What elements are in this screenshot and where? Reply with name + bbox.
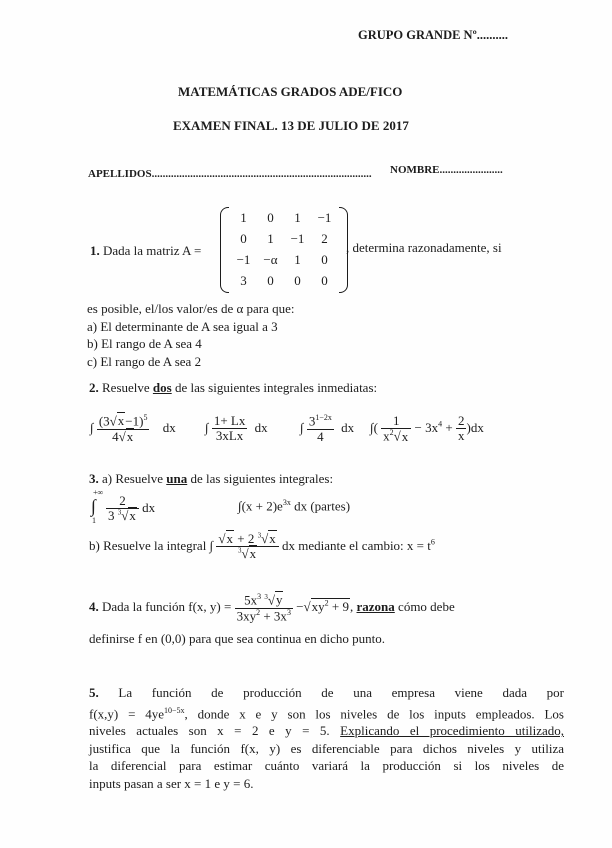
q3-heading bbox=[89, 471, 333, 487]
lower-limit: 1 bbox=[92, 516, 96, 525]
q4-line1: 4. Dada la función f(x, y) = $\frac{5x^3 ^3√y}{3xy^2 + 3x^3}$ $-√xy^2 + 9$, razona cómo debe bbox=[89, 592, 455, 623]
q1-item-c: c) El rango de A sea 2 bbox=[87, 353, 202, 369]
q2-heading bbox=[89, 380, 377, 396]
q1-matrix bbox=[220, 207, 348, 291]
q3-integral-a: $\frac{2}{3 ^3√x}$ dx bbox=[108, 493, 156, 524]
q1-lead-text: Dada la matriz A = bbox=[103, 243, 202, 258]
q3-integral-b: $\int(x + 2)e^{3x}$ dx (partes) bbox=[238, 498, 351, 514]
q1-number: 1. bbox=[90, 243, 100, 258]
q2-number: 2. bbox=[89, 380, 99, 395]
fraction: $\frac{2}{x}$ bbox=[457, 413, 465, 444]
matrix-cell: 1 bbox=[267, 230, 274, 246]
matrix-cell: 0 bbox=[267, 209, 274, 225]
matrix-cell: 1 bbox=[240, 209, 247, 225]
q4-number: 4. bbox=[89, 599, 99, 615]
q1-item-b: b) El rango de A sea 4 bbox=[87, 336, 202, 351]
integral-sign-icon: ∫ bbox=[370, 419, 374, 435]
q3-number: 3. bbox=[89, 471, 99, 486]
q4-line2: definirse f en (0,0) para que sea continua en dicho punto. bbox=[89, 631, 386, 646]
q5-key: Explicando el procedimiento utilizado, bbox=[340, 723, 564, 739]
integral-sign-icon: ∫ bbox=[91, 496, 96, 516]
matrix-cell: 0 bbox=[267, 272, 274, 288]
matrix-grid bbox=[230, 207, 338, 291]
q2-integral-2: ∫ $\frac{1+ Lx}{\text{3xLx}}$ dx bbox=[205, 413, 268, 444]
q3-part-b: b) Resuelve la integral ∫ $\frac{√x + 2 ^3√x}{^3√x}$ dx mediante el cambio: $x = t^6$ bbox=[89, 531, 435, 562]
apellidos-field: APELLIDOS................................................................................ bbox=[88, 168, 372, 180]
integral-sign-icon: ∫ bbox=[238, 498, 242, 514]
q2-post: de las siguientes integrales inmediatas: bbox=[174, 380, 378, 395]
integral-sign-icon: ∫ bbox=[300, 419, 304, 435]
exam-title: MATEMÁTICAS GRADOS ADE/FICO bbox=[178, 84, 403, 99]
q2-integral-4: ∫( $\frac{1}{x^2√x}$ − $3x^4$ + $\frac{2}{x}$ )dx bbox=[370, 413, 484, 444]
exam-subtitle: EXAMEN FINAL. 13 DE JULIO DE 2017 bbox=[173, 118, 409, 133]
q1-lead bbox=[90, 243, 201, 259]
q2-integral-1: ∫ $\frac{(3√x-1)^5}{4√x}$ dx bbox=[90, 413, 176, 444]
fraction: $\frac{(3√x-1)^5}{4√x}$ bbox=[98, 413, 148, 444]
fraction: $\frac{√x + 2 ^3√x}{^3√x}$ bbox=[216, 532, 278, 562]
q1-item-a: a) El determinante de A sea igual a 3 bbox=[87, 318, 278, 334]
fraction: $\frac{2}{3 ^3√x}$ bbox=[106, 494, 139, 524]
matrix-cell: 2 bbox=[321, 230, 328, 246]
fraction: $\frac{3^{1-2x}}{4}$ bbox=[308, 413, 332, 444]
upper-limit: +∞ bbox=[93, 488, 104, 497]
nombre-field: NOMBRE....................... bbox=[390, 164, 503, 176]
matrix-cell: 0 bbox=[240, 230, 247, 246]
fraction: $\frac{5x^3 ^3√y}{3xy^2 + 3x^3}$ bbox=[236, 592, 291, 623]
integral-sign-icon: ∫ bbox=[209, 537, 214, 553]
integral-sign-icon: ∫ bbox=[90, 419, 94, 435]
fraction: $\frac{1}{x^2√x}$ bbox=[381, 414, 411, 444]
q1-items bbox=[87, 300, 295, 370]
q4-key: razona bbox=[356, 599, 395, 615]
matrix-cell: −1 bbox=[290, 230, 305, 246]
matrix-cell: −α bbox=[263, 251, 278, 267]
q1-line2: es posible, el/los valor/es de α para que: bbox=[87, 301, 295, 316]
q5-block: 5. La función de producción de una empresa viene dada por $f(x,y) = 4ye^{10-5x}$, donde x e y son los niveles de los inputs empleados. Los niveles actuales son x = 2 e y = 5. Explicando el procedimiento utilizado, justifica que la función f(x, y) es diferenciable para dichos niveles y utiliza la diferencial para estimar cuánto variará la producción si los niveles de inputs pasan a ser x = 1 e y = 6. bbox=[89, 685, 564, 791]
fraction: $\frac{1+ Lx}{\text{3xLx}}$ bbox=[213, 413, 246, 444]
q3-pre: a) Resuelve bbox=[102, 471, 164, 486]
q3-post: de las siguientes integrales: bbox=[190, 471, 334, 486]
q2-integral-3: ∫ $\frac{3^{1-2x}}{4}$ dx bbox=[300, 413, 355, 444]
matrix-left-paren bbox=[220, 207, 229, 293]
q3-key: una bbox=[166, 471, 188, 486]
q1-tail: , determina razonadamente, si bbox=[346, 240, 502, 255]
q2-key: dos bbox=[152, 380, 172, 395]
matrix-cell: −1 bbox=[236, 251, 251, 267]
matrix-cell: 1 bbox=[294, 209, 301, 225]
integral-sign-icon: ∫ bbox=[205, 419, 209, 435]
q2-pre: Resuelve bbox=[102, 380, 150, 395]
matrix-cell: −1 bbox=[317, 209, 332, 225]
matrix-cell: 3 bbox=[240, 272, 247, 288]
group-number-label: GRUPO GRANDE Nº.......... bbox=[358, 28, 508, 42]
q5-number: 5. bbox=[89, 685, 99, 700]
matrix-cell: 0 bbox=[321, 272, 328, 288]
matrix-cell: 0 bbox=[321, 251, 328, 267]
matrix-cell: 1 bbox=[294, 251, 301, 267]
matrix-cell: 0 bbox=[294, 272, 301, 288]
